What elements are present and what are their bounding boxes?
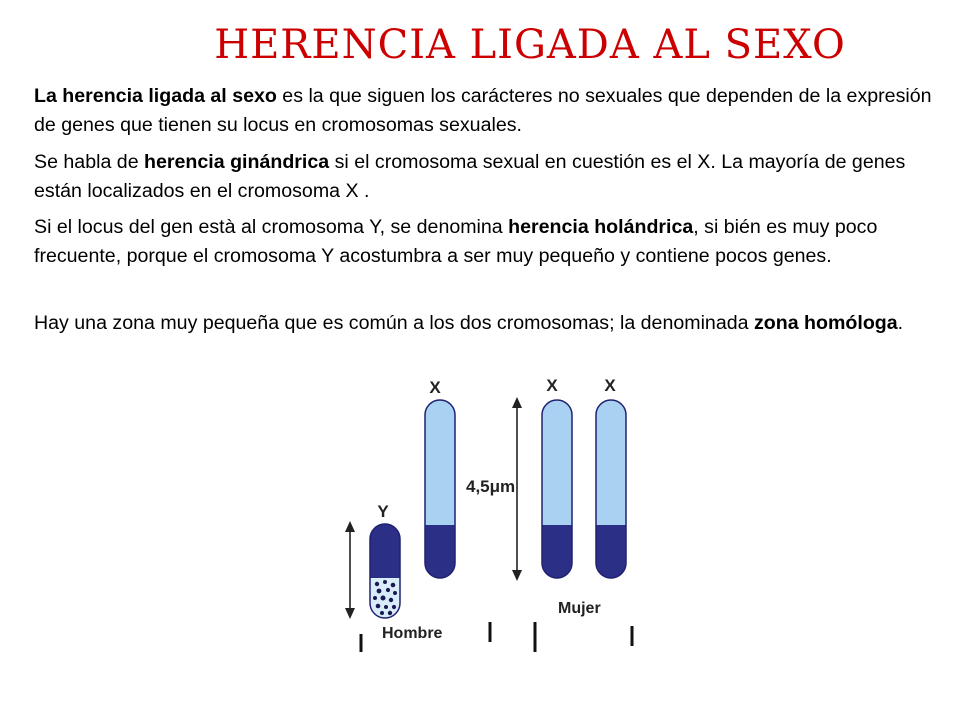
- label-x-hombre: X: [429, 378, 441, 397]
- measure-arrow-y: [345, 521, 355, 619]
- chromosome-x-mujer-2: [596, 400, 626, 578]
- paragraph-text: , si bién es muy poco frecuente, porque el cromosoma Y acostumbra a ser muy pequeño y contiene pocos genes.: [34, 216, 878, 267]
- paragraph-text: si el cromosoma sexual en cuestión es el X. La mayoría de genes están localizados en el cromosoma X .: [34, 151, 906, 202]
- label-x-mujer-1: X: [546, 376, 558, 395]
- label-x-mujer-2: X: [604, 376, 616, 395]
- bold-term: herencia ginándrica: [144, 151, 330, 173]
- chromosome-figure: [320, 370, 680, 660]
- bold-term: herencia holándrica: [508, 216, 694, 238]
- bold-term: zona homóloga: [753, 312, 898, 334]
- paragraph-text: es la que siguen los carácteres no sexuales que dependen de la expresión de genes que tienen su locus en cromosomas sexuales.: [34, 85, 932, 136]
- paragraph-text: Si el locus del gen està al cromosoma Y, se denomina: [34, 216, 509, 238]
- paragraph-zona-homologa: [34, 309, 934, 338]
- label-mujer: Mujer: [558, 600, 601, 617]
- paragraph-text: Se habla de: [34, 151, 145, 173]
- measure-label: 4,5μm: [466, 477, 516, 496]
- bold-term: La herencia ligada al sexo: [34, 85, 277, 107]
- label-hombre: Hombre: [382, 625, 443, 642]
- paragraph-definition: [34, 82, 934, 140]
- label-y: Y: [377, 502, 389, 521]
- slide-title: HERENCIA LIGADA AL SEXO: [214, 22, 846, 68]
- paragraph-text: .: [897, 312, 904, 334]
- chromosome-y: [370, 524, 400, 618]
- chromosome-x-mujer-1: [542, 400, 572, 578]
- paragraph-text: Hay una zona muy pequeña que es común a los dos cromosomas; la denominada: [34, 312, 754, 334]
- paragraph-ginandrica: [34, 148, 934, 206]
- chromosome-x-hombre: [425, 400, 455, 578]
- paragraph-holandrica: [34, 213, 934, 271]
